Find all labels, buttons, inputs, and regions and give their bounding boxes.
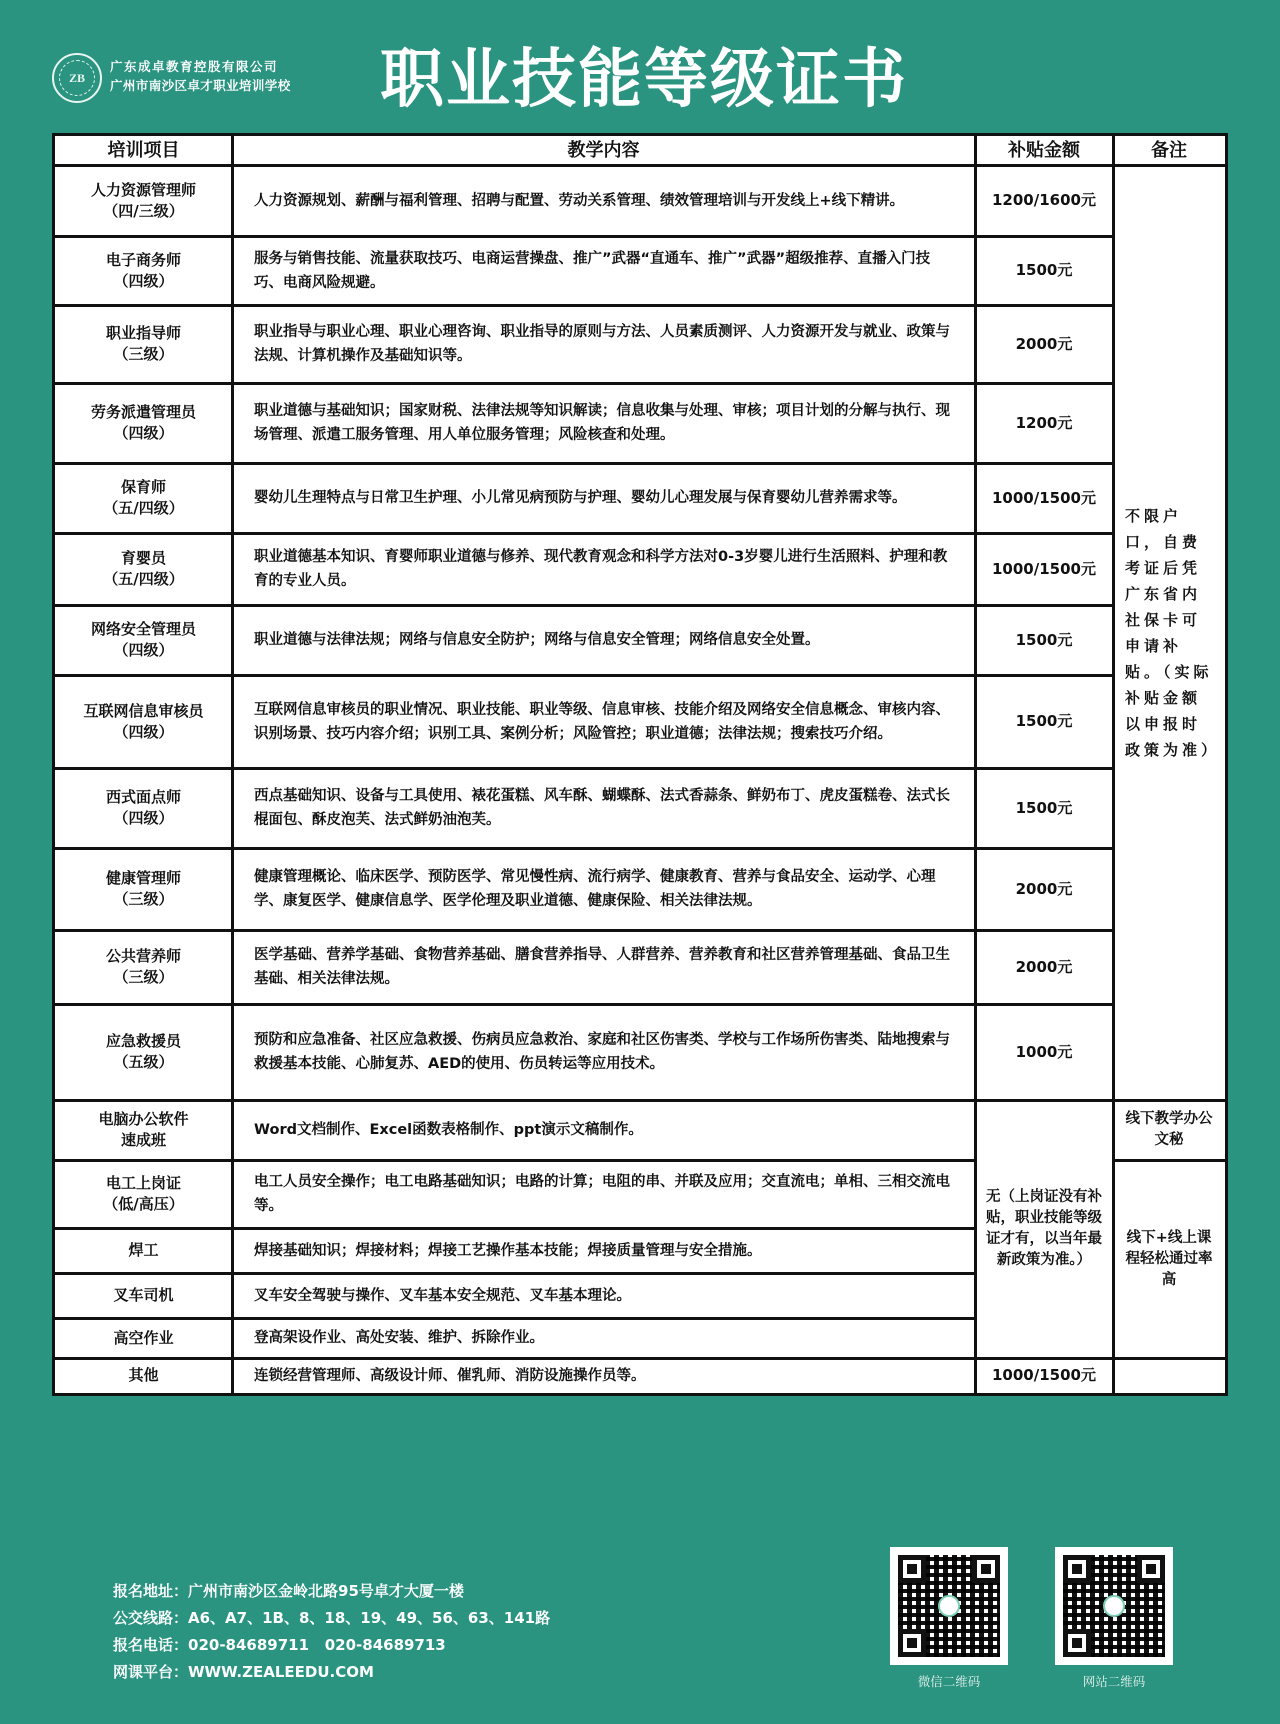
website-qr-code[interactable] (1055, 1547, 1173, 1665)
row-divider (55, 1272, 975, 1275)
column-divider (231, 136, 234, 1393)
project-level: （四级） (113, 722, 174, 741)
project-level: （三级） (113, 345, 174, 363)
row-divider (55, 929, 1113, 932)
project-level: （四级） (113, 809, 174, 827)
content-cell: Word文档制作、Excel函数表格制作、ppt演示文稿制作。 (254, 1122, 643, 1138)
page-title: 职业技能等级证书 (380, 43, 908, 117)
row-divider (55, 1159, 975, 1162)
project-cell (55, 236, 232, 305)
project-name: 职业指导师 (105, 324, 181, 342)
project-cell (55, 1273, 232, 1318)
wechat-qr-label: 微信二维码 (917, 1674, 981, 1689)
project-cell (55, 605, 232, 675)
project-cell (55, 383, 232, 463)
project-name: 电子商务师 (105, 250, 181, 269)
row-divider (1113, 1159, 1225, 1162)
project-name: 其他 (128, 1366, 159, 1384)
content-cell: 登高架设作业、高处安装、维护、拆除作业。 (254, 1330, 544, 1346)
project-level: 速成班 (120, 1131, 166, 1149)
qr-emblem-icon (1103, 1595, 1125, 1617)
project-name: 电脑办公软件 (98, 1110, 189, 1128)
qr-emblem-icon (938, 1595, 960, 1617)
project-name: 应急救援员 (105, 1032, 181, 1050)
project-cell (55, 463, 232, 533)
row-divider (55, 235, 1113, 238)
organization-names (110, 57, 291, 95)
project-cell (55, 1228, 232, 1273)
row-divider (55, 1317, 975, 1320)
project-cell (55, 768, 232, 848)
header-note: 备注 (1151, 140, 1187, 161)
content-cell: 职业道德与法律法规；网络与信息安全防护；网络与信息安全管理；网络信息安全处置。 (254, 632, 820, 648)
note-online-offline: 线下+线上课程轻松通过率高 (1125, 1229, 1213, 1288)
row-divider (55, 767, 1113, 770)
project-cell (55, 533, 232, 605)
project-name: 网络安全管理员 (90, 620, 196, 638)
course-table (52, 133, 1228, 1396)
content-cell: 叉车安全驾驶与操作、叉车基本安全规范、叉车基本理论。 (254, 1287, 631, 1304)
content-cell: 职业道德与基础知识；国家财税、法律法规等知识解读；信息收集与处理、审核；项目计划的分解与执行、现场管理、派遣工服务管理、用人单位服务管理；风险核查和处理。 (254, 403, 950, 443)
project-cell (55, 675, 232, 768)
row-divider (55, 532, 1113, 535)
header-project: 培训项目 (107, 140, 180, 161)
content-cell: 电工人员安全操作；电工电路基础知识；电路的计算；电阻的串、并联及应用；交直流电；单相、三相交流电等。 (254, 1174, 950, 1214)
row-divider (55, 1003, 1113, 1006)
phone-line: 报名电话：020-84689711 020-84689713 (113, 1636, 446, 1654)
wechat-qr-code[interactable] (890, 1547, 1008, 1665)
subsidy-cell: 2000元 (1015, 879, 1073, 898)
subsidy-cell: 1000/1500元 (992, 1366, 1096, 1384)
project-name: 健康管理师 (105, 869, 181, 887)
project-level: （三级） (113, 968, 174, 986)
header-subsidy: 补贴金额 (1008, 140, 1080, 161)
project-name: 公共营养师 (105, 947, 181, 965)
project-name: 互联网信息审核员 (83, 701, 204, 720)
project-level: （五级） (113, 1053, 174, 1071)
project-name: 叉车司机 (113, 1286, 174, 1304)
project-name: 人力资源管理师 (90, 180, 196, 199)
subsidy-cell: 1500元 (1015, 712, 1073, 730)
project-level: （四/三级） (103, 201, 184, 220)
content-cell: 婴幼儿生理特点与日常卫生护理、小儿常见病预防与护理、婴幼儿心理发展与保育婴幼儿营养需求等。 (254, 490, 907, 506)
content-cell: 人力资源规划、薪酬与福利管理、招聘与配置、劳动关系管理、绩效管理培训与开发线上+线下精讲。 (254, 192, 905, 209)
project-name: 高空作业 (113, 1328, 174, 1347)
row-divider (55, 304, 1113, 307)
project-cell (55, 1100, 232, 1160)
project-level: （三级） (113, 890, 174, 908)
row-divider (55, 382, 1113, 385)
project-name: 保育师 (120, 478, 166, 496)
subsidy-cell: 1500元 (1015, 798, 1073, 817)
subsidy-cell: 1500元 (1015, 261, 1073, 279)
subsidy-cell: 2000元 (1015, 957, 1073, 976)
project-cell (55, 930, 232, 1004)
project-cell (55, 305, 232, 383)
header-content: 教学内容 (567, 140, 640, 161)
project-cell (55, 165, 232, 236)
project-level: （四级） (113, 424, 174, 442)
project-name: 劳务派遣管理员 (90, 403, 196, 421)
project-cell (55, 1004, 232, 1100)
org-company-name: 广东成卓教育控股有限公司 (110, 59, 279, 74)
project-cell (55, 1358, 232, 1393)
bus-line: 公交线路：A6、A7、1B、8、18、19、49、56、63、141路 (113, 1609, 551, 1627)
website-link[interactable]: WWW.ZEALEEDU.COM (188, 1663, 374, 1681)
project-level: （五/四级） (103, 570, 184, 588)
content-cell: 服务与销售技能、流量获取技巧、电商运营操盘、推广”武器“直通车、推广”武器”超级推荐、直播入门技巧、电商风险规避。 (254, 250, 931, 291)
subsidy-cell: 1000/1500元 (992, 559, 1096, 578)
subsidy-cell: 1000元 (1015, 1042, 1073, 1061)
row-divider (55, 604, 1113, 607)
row-divider (55, 674, 1113, 677)
address-line: 报名地址：广州市南沙区金岭北路95号卓才大厦一楼 (113, 1582, 464, 1600)
content-cell: 医学基础、营养学基础、食物营养基础、膳食营养指导、人群营养、营养教育和社区营养管理基础、食品卫生基础、相关法律法规。 (254, 947, 950, 987)
content-cell: 连锁经营管理师、高级设计师、催乳师、消防设施操作员等。 (254, 1367, 646, 1384)
website-qr-label: 网站二维码 (1082, 1674, 1146, 1689)
project-name: 育婴员 (120, 549, 166, 567)
project-level: （四级） (113, 271, 174, 290)
project-name: 电工上岗证 (105, 1174, 181, 1192)
note-office-course: 线下教学办公文秘 (1125, 1111, 1213, 1148)
note-subsidy-policy: 不限户口，自费考证后凭广东省内社保卡可申请补贴。（实际补贴金额以申报时政策为准） (1125, 506, 1221, 759)
row-divider (55, 1227, 975, 1230)
subsidy-cell: 1500元 (1015, 630, 1073, 649)
project-level: （五/四级） (103, 499, 184, 517)
content-cell: 西点基础知识、设备与工具使用、裱花蛋糕、风车酥、蝴蝶酥、法式香蒜条、鲜奶布丁、虎皮蛋糕卷、法式长棍面包、酥皮泡芙、法式鲜奶油泡芙。 (254, 788, 950, 828)
subsidy-cell: 1000/1500元 (992, 488, 1096, 507)
contact-info (113, 1578, 550, 1686)
row-divider (55, 462, 1113, 465)
column-divider (1112, 136, 1115, 1393)
content-cell: 焊接基础知识；焊接材料；焊接工艺操作基本技能；焊接质量管理与安全措施。 (254, 1242, 762, 1259)
subsidy-cell: 1200/1600元 (992, 191, 1096, 209)
content-cell: 健康管理概论、临床医学、预防医学、常见慢性病、流行病学、健康教育、营养与食品安全、运动学、心理学、康复医学、健康信息学、医学伦理及职业道德、健康保险、相关法律法规。 (254, 869, 936, 909)
project-name: 焊工 (128, 1241, 159, 1259)
column-divider (974, 136, 977, 1393)
project-cell (55, 1160, 232, 1228)
content-cell: 预防和应急准备、社区应急救援、伤病员应急救治、家庭和社区伤害类、学校与工作场所伤害类、陆地搜索与救援基本技能、心肺复苏、AED的使用、伤员转运等应用技术。 (254, 1032, 950, 1072)
row-divider (55, 847, 1113, 850)
content-cell: 职业道德基本知识、育婴师职业道德与修养、现代教育观念和科学方法对0-3岁婴儿进行生活照料、护理和教育的专业人员。 (254, 549, 948, 589)
content-cell: 职业指导与职业心理、职业心理咨询、职业指导的原则与方法、人员素质测评、人力资源开发与就业、政策与法规、计算机操作及基础知识等。 (254, 324, 950, 364)
poster-header (0, 0, 1280, 130)
project-cell (55, 1318, 232, 1358)
school-emblem-icon: ZB (52, 53, 102, 103)
project-level: （低/高压） (103, 1195, 184, 1213)
content-cell: 互联网信息审核员的职业情况、职业技能、职业等级、信息审核、技能介绍及网络安全信息概念、审核内容、识别场景、技巧内容介绍；识别工具、案例分析；风险管控；职业道德；法律法规；搜索技巧介绍。 (254, 701, 950, 742)
project-level: （四级） (113, 641, 174, 659)
subsidy-none-note: 无（上岗证没有补贴，职业技能等级证才有，以当年最新政策为准。） (986, 1189, 1102, 1268)
subsidy-cell: 1200元 (1015, 413, 1073, 432)
subsidy-cell: 2000元 (1015, 334, 1073, 353)
org-school-name: 广州市南沙区卓才职业培训学校 (110, 78, 291, 93)
project-cell (55, 848, 232, 930)
web-line: 网课平台：WWW.ZEALEEDU.COM (113, 1663, 374, 1681)
project-name: 西式面点师 (105, 788, 181, 806)
